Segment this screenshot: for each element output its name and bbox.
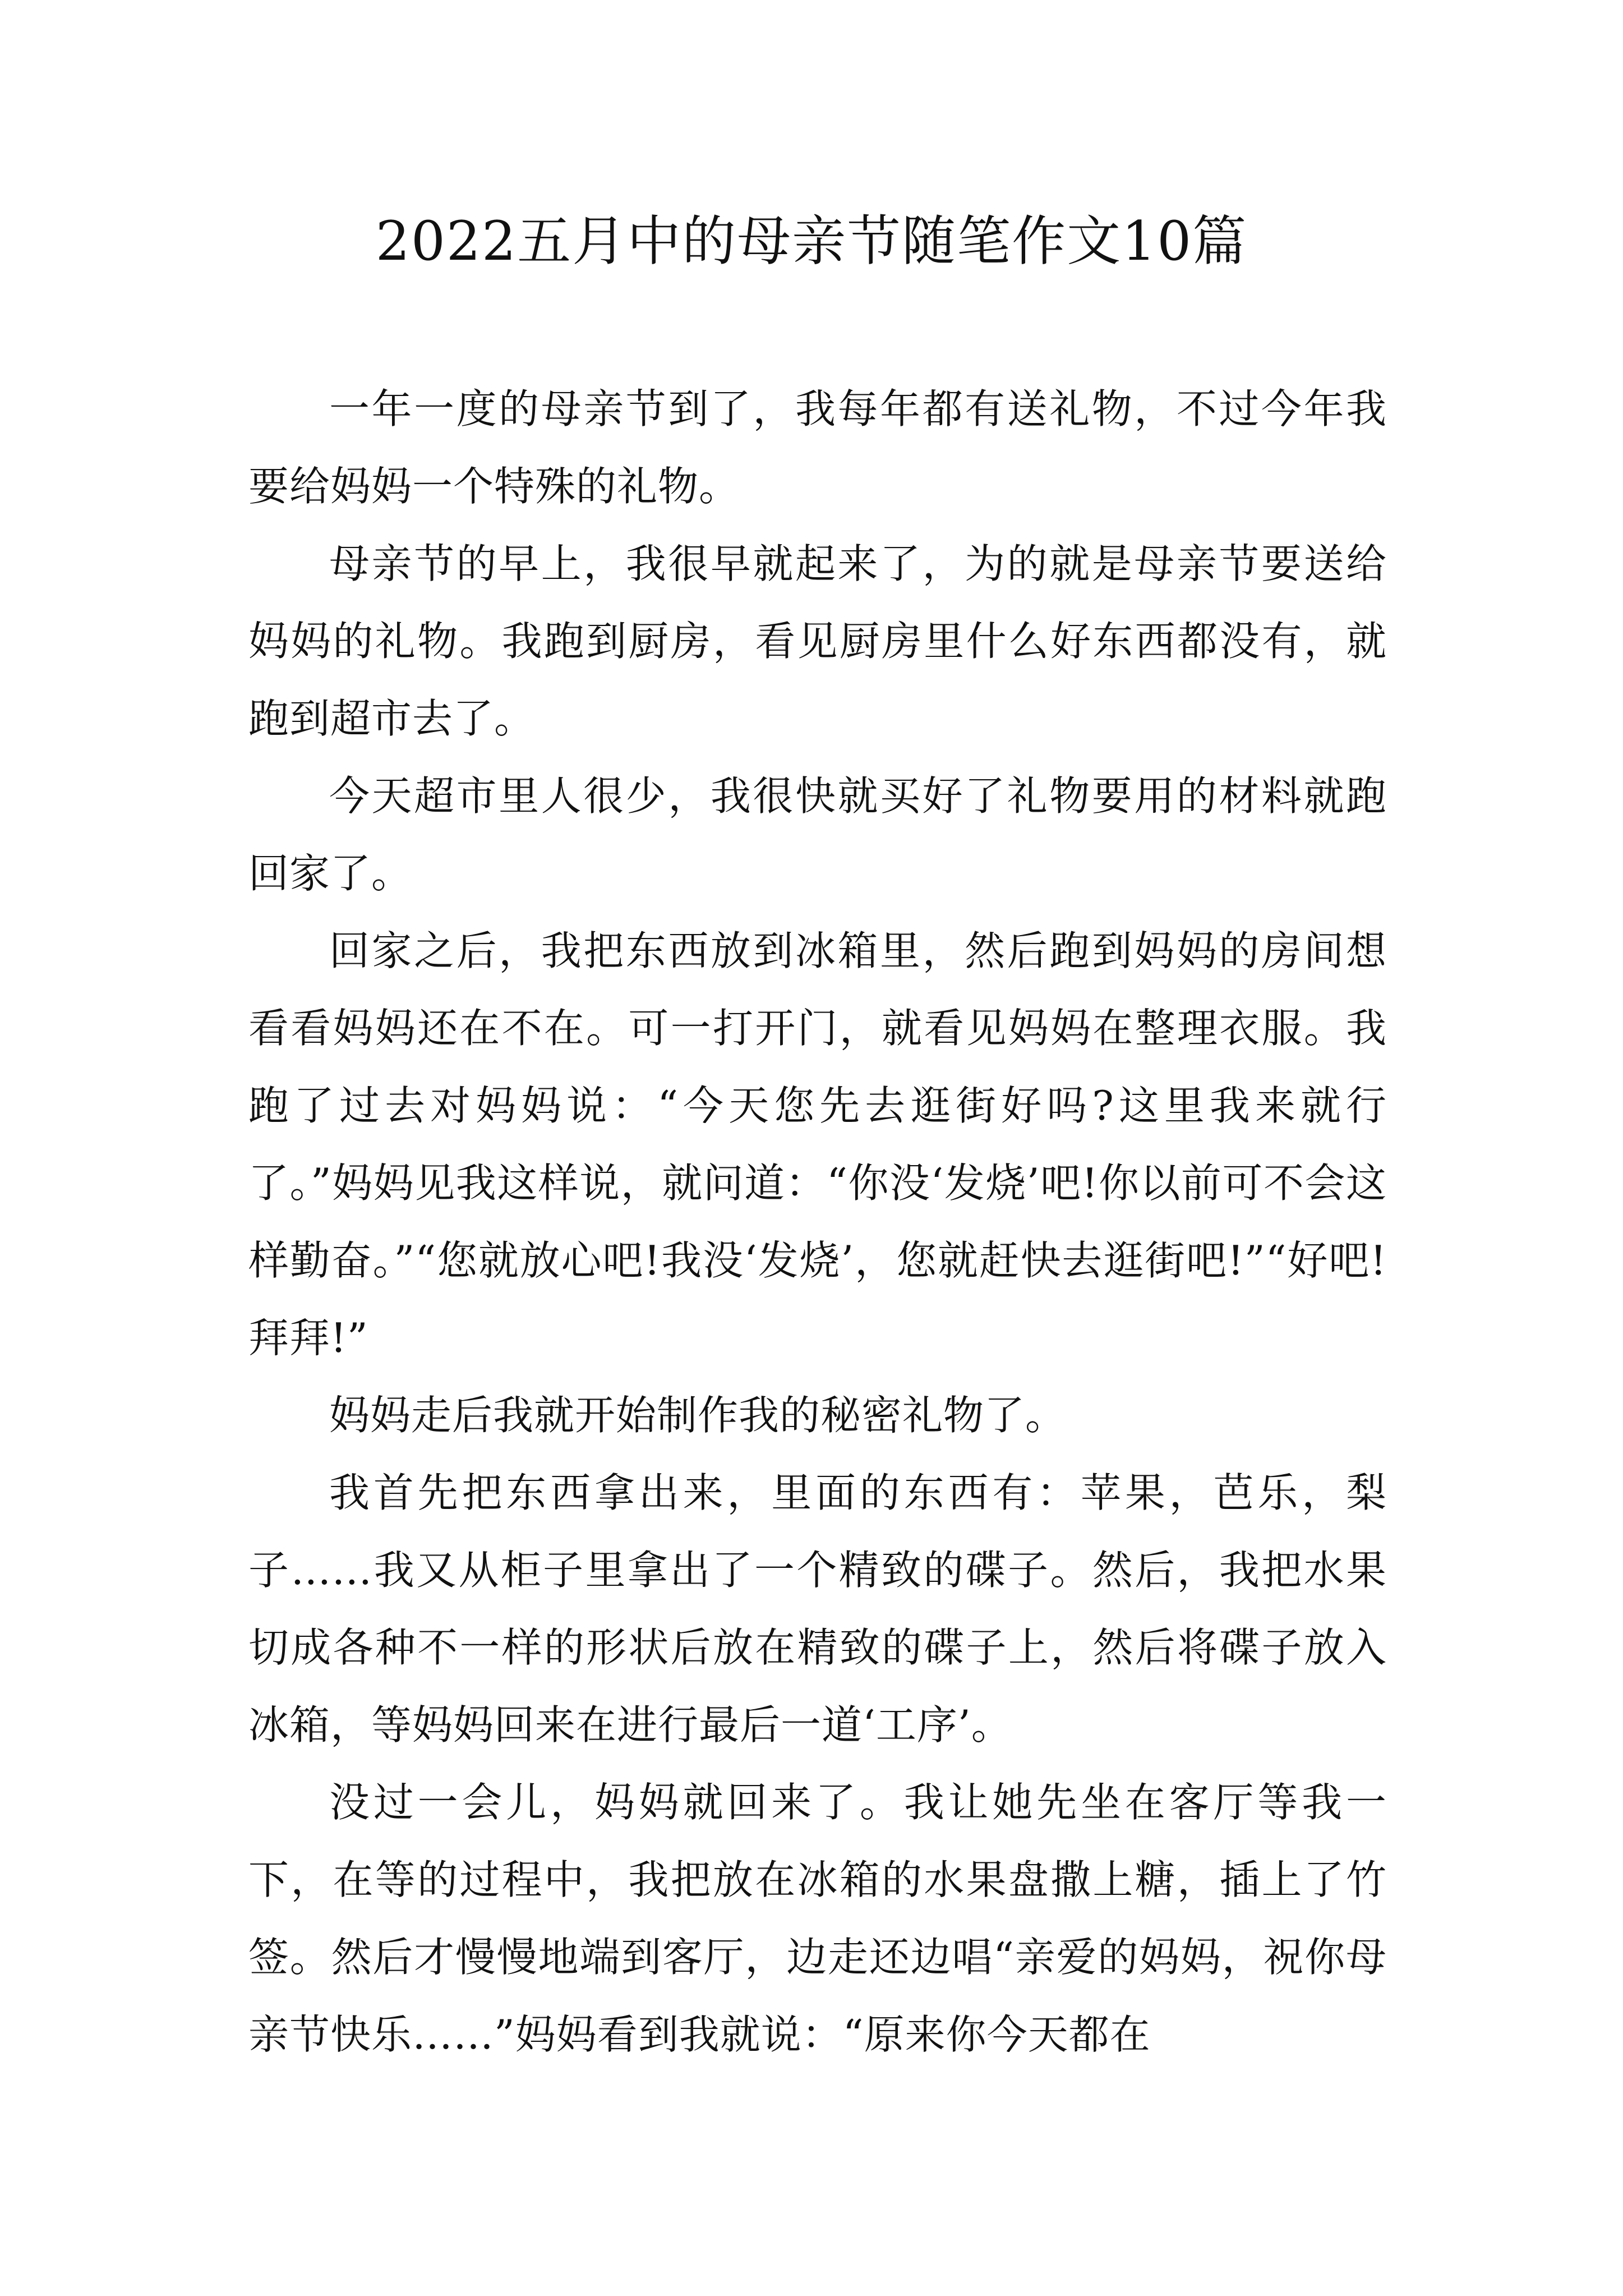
paragraph: 今天超市里人很少，我很快就买好了礼物要用的材料就跑回家了。 (248, 772, 1387, 897)
document-body (248, 370, 1387, 2073)
document-title: 2022五月中的母亲节随笔作文10篇 (375, 210, 1248, 273)
paragraph: 我首先把东西拿出来，里面的东西有：苹果，芭乐，梨子……我又从柜子里拿出了一个精致的碟子。然后，我把水果切成各种不一样的形状后放在精致的碟子上，然后将碟子放入冰箱，等妈妈回来在进行最后一道‘工序’。 (248, 1469, 1387, 1749)
paragraph: 母亲节的早上，我很早就起来了，为的就是母亲节要送给妈妈的礼物。我跑到厨房，看见厨房里什么好东西都没有，就跑到超市去了。 (248, 540, 1387, 742)
paragraph: 没过一会儿，妈妈就回来了。我让她先坐在客厅等我一下，在等的过程中，我把放在冰箱的水果盘撒上糖，插上了竹签。然后才慢慢地端到客厅，边走还边唱“亲爱的妈妈，祝你母亲节快乐……”妈妈看到我就说：“原来你今天都在 (248, 1779, 1387, 2058)
paragraph: 一年一度的母亲节到了，我每年都有送礼物，不过今年我要给妈妈一个特殊的礼物。 (248, 385, 1387, 510)
paragraph: 回家之后，我把东西放到冰箱里，然后跑到妈妈的房间想看看妈妈还在不在。可一打开门，就看见妈妈在整理衣服。我跑了过去对妈妈说：“今天您先去逛街好吗?这里我来就行了。”妈妈见我这样说，就问道：“你没‘发烧’吧!你以前可不会这样勤奋。”“您就放心吧!我没‘发烧’，您就赶快去逛街吧!”“好吧!拜拜!” (248, 927, 1387, 1361)
paragraph: 妈妈走后我就开始制作我的秘密礼物了。 (329, 1392, 1067, 1439)
